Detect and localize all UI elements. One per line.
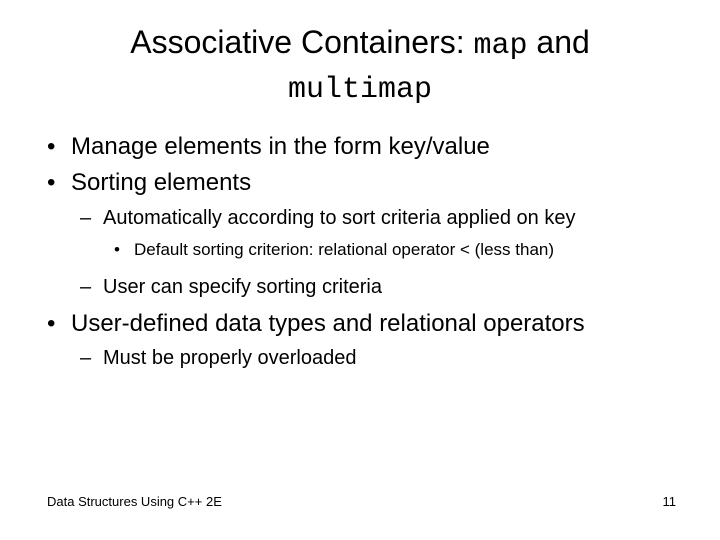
bullet-dot: • — [47, 169, 56, 196]
dash-marker: – — [80, 276, 92, 298]
slide-title — [60, 22, 660, 110]
bullet-dot: • — [47, 310, 56, 337]
title-line-2 — [60, 66, 660, 110]
title-code-map: map — [473, 29, 528, 63]
footer-source: Data Structures Using C++ 2E — [47, 494, 222, 509]
page-number: 11 — [662, 494, 676, 509]
sub-sub-text: Default sorting criterion: relational operator < (less than) — [134, 240, 555, 259]
bullet-dot: • — [114, 240, 120, 259]
bullet-text: Sorting elements — [71, 169, 252, 196]
bullet-dot: • — [47, 133, 56, 160]
title-text-2: and — [527, 24, 590, 60]
title-code-multimap: multimap — [287, 73, 433, 107]
dash-marker: – — [80, 347, 92, 369]
sub-text: Must be properly overloaded — [103, 347, 357, 369]
bullet-text: User-defined data types and relational operators — [71, 310, 585, 337]
bullet-text: Manage elements in the form key/value — [71, 133, 490, 160]
title-text-1: Associative Containers: — [130, 24, 474, 60]
sub-text: User can specify sorting criteria — [103, 276, 382, 298]
sub-text: Automatically according to sort criteria applied on key — [103, 207, 576, 229]
title-line-1 — [60, 22, 660, 66]
dash-marker: – — [80, 207, 92, 229]
